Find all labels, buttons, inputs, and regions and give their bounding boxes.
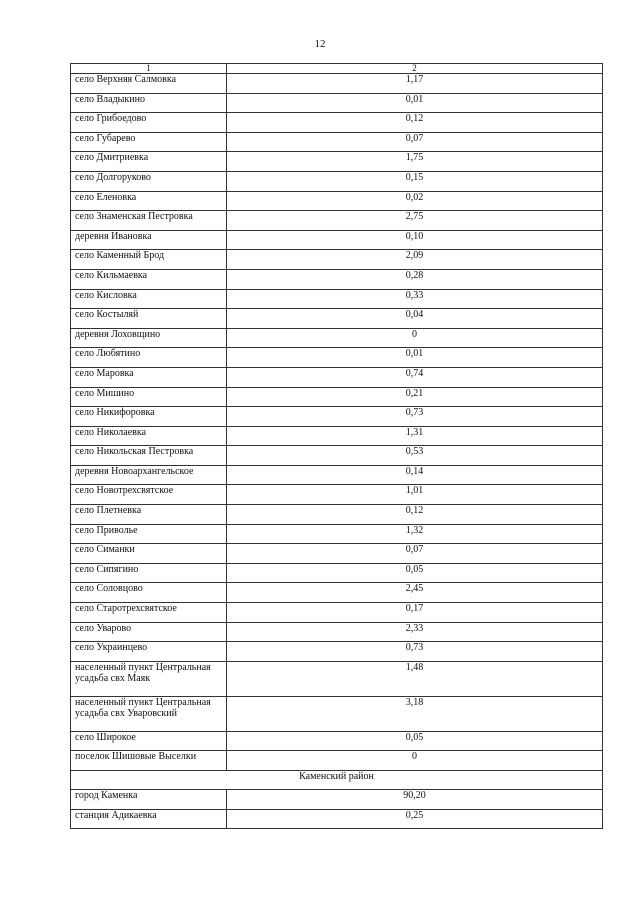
table-row [71,348,603,368]
settlement-name: село Новотрехсвятское [71,485,227,505]
settlement-value: 1,01 [227,485,603,505]
settlement-value: 1,48 [227,661,603,696]
settlement-value: 0,17 [227,603,603,623]
table-row [71,696,603,731]
settlement-value: 0,15 [227,171,603,191]
settlement-value: 1,32 [227,524,603,544]
settlement-name: деревня Ивановка [71,230,227,250]
data-table [70,63,603,829]
settlement-name: город Каменка [71,790,227,810]
settlement-name: село Верхняя Салмовка [71,74,227,94]
table-row [71,583,603,603]
table-row [71,622,603,642]
table-header-row [71,64,603,74]
table-row [71,809,603,829]
table-row [71,152,603,172]
table-row [71,93,603,113]
table-row [71,289,603,309]
section-title: Каменский район [71,771,603,790]
settlement-name: село Владыкино [71,93,227,113]
table-row [71,661,603,696]
settlement-name: село Симанки [71,544,227,564]
table-row [71,751,603,771]
table-row [71,211,603,231]
settlement-name: село Сипягино [71,563,227,583]
settlement-value: 0,07 [227,132,603,152]
settlement-name: село Костыляй [71,309,227,329]
table-row [71,524,603,544]
table-row [71,544,603,564]
settlement-name: село Мишино [71,387,227,407]
settlement-name: село Губарево [71,132,227,152]
page-number: 12 [314,38,326,50]
table-row [71,113,603,133]
table-row [71,387,603,407]
settlement-value: 0,04 [227,309,603,329]
settlement-name: село Каменный Брод [71,250,227,270]
table-row [71,485,603,505]
settlement-name: село Соловцово [71,583,227,603]
settlement-value: 0,74 [227,367,603,387]
table-row [71,731,603,751]
settlement-value: 0,02 [227,191,603,211]
table-row [71,230,603,250]
table-row [71,790,603,810]
settlement-name: село Широкое [71,731,227,751]
settlement-value: 0,14 [227,465,603,485]
settlement-name: село Николаевка [71,426,227,446]
settlement-name: село Знаменская Пестровка [71,211,227,231]
settlement-value: 0,25 [227,809,603,829]
settlement-value: 0,12 [227,505,603,525]
settlement-name: село Дмитриевка [71,152,227,172]
table-row [71,407,603,427]
table-body [71,64,603,829]
table-row [71,465,603,485]
table-row [71,132,603,152]
settlement-value: 0,21 [227,387,603,407]
settlement-name: станция Адикаевка [71,809,227,829]
settlement-name: село Плетневка [71,505,227,525]
settlement-value: 0 [227,328,603,348]
settlement-name: село Кильмаевка [71,269,227,289]
table-row [71,563,603,583]
settlement-name: деревня Новоархангельское [71,465,227,485]
table-row [71,367,603,387]
settlement-value: 2,75 [227,211,603,231]
settlement-value: 90,20 [227,790,603,810]
settlement-name: село Грибоедово [71,113,227,133]
settlement-name: населенный пункт Центральная усадьба свх Маяк [71,661,227,696]
settlement-value: 0,28 [227,269,603,289]
settlement-value: 0,01 [227,93,603,113]
table-row [71,426,603,446]
settlement-value: 0,33 [227,289,603,309]
settlement-value: 0,53 [227,446,603,466]
settlement-name: село Никольская Пестровка [71,446,227,466]
settlement-name: село Украинцево [71,642,227,662]
table-row [71,250,603,270]
settlement-value: 0,01 [227,348,603,368]
table-row [71,446,603,466]
settlement-value: 2,45 [227,583,603,603]
settlement-name: поселок Шишовые Выселки [71,751,227,771]
settlement-name: село Долгоруково [71,171,227,191]
settlement-value: 0,73 [227,407,603,427]
section-row [71,771,603,790]
table-row [71,603,603,623]
settlement-value: 1,31 [227,426,603,446]
settlement-name: село Приволье [71,524,227,544]
settlement-value: 1,75 [227,152,603,172]
settlement-value: 0 [227,751,603,771]
settlement-value: 0,10 [227,230,603,250]
settlement-name: село Уварово [71,622,227,642]
settlement-name: село Старотрехсвятское [71,603,227,623]
table-row [71,642,603,662]
settlement-name: село Кисловка [71,289,227,309]
settlement-value: 0,73 [227,642,603,662]
settlement-value: 0,12 [227,113,603,133]
table-row [71,309,603,329]
settlement-name: деревня Лоховщино [71,328,227,348]
table-row [71,74,603,94]
header-col-2: 2 [227,64,603,74]
settlement-value: 1,17 [227,74,603,94]
settlement-value: 0,05 [227,563,603,583]
settlement-value: 3,18 [227,696,603,731]
settlement-name: село Любятино [71,348,227,368]
settlement-name: село Никифоровка [71,407,227,427]
table-row [71,269,603,289]
settlement-value: 0,07 [227,544,603,564]
header-col-1: 1 [71,64,227,74]
settlement-name: село Маровка [71,367,227,387]
table-row [71,171,603,191]
table-row [71,328,603,348]
settlement-value: 2,09 [227,250,603,270]
settlement-value: 0,05 [227,731,603,751]
settlement-name: село Еленовка [71,191,227,211]
table-row [71,191,603,211]
table-row [71,505,603,525]
settlement-name: населенный пункт Центральная усадьба свх Уваровский [71,696,227,731]
settlement-value: 2,33 [227,622,603,642]
